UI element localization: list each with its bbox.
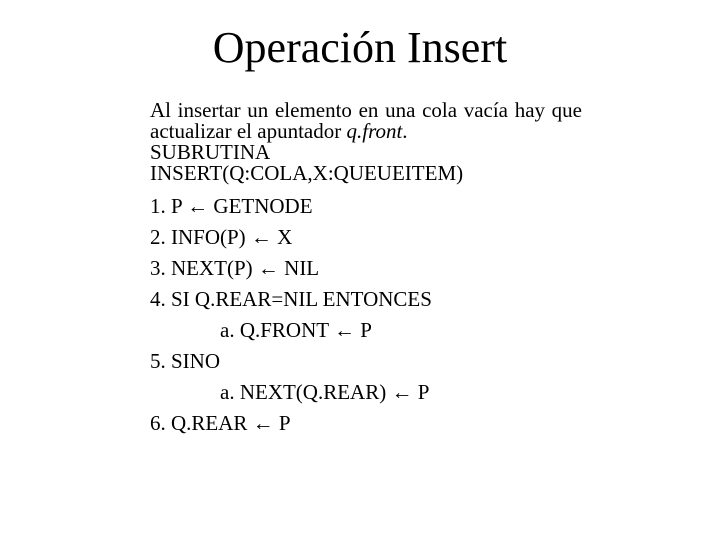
slide-body xyxy=(150,100,582,439)
step-6: 6. Q.REAR ← P xyxy=(150,411,291,435)
subroutine-label: SUBRUTINA xyxy=(150,140,271,164)
intro-paragraph xyxy=(150,100,582,142)
step-1: 1. P ← GETNODE xyxy=(150,194,313,218)
step-2: 2. INFO(P) ← X xyxy=(150,225,293,249)
intro-line-2-suffix: . xyxy=(402,119,408,143)
step-3: 3. NEXT(P) ← NIL xyxy=(150,256,320,280)
step-5: 5. SINO xyxy=(150,349,221,373)
subroutine-signature: INSERT(Q:COLA,X:QUEUEITEM) xyxy=(150,161,464,185)
intro-line-1: Al insertar un elemento en una cola vacía xyxy=(150,98,509,122)
step-4: 4. SI Q.REAR=NIL ENTONCES xyxy=(150,287,432,311)
step-list xyxy=(150,191,582,439)
step-4a: a. Q.FRONT ← P xyxy=(220,318,372,342)
intro-line-2-prefix: hay que actualizar el apuntador xyxy=(150,98,582,143)
intro-line-2-emphasis: q.front xyxy=(346,119,403,143)
slide-title: Operación Insert xyxy=(212,23,508,72)
step-5a: a. NEXT(Q.REAR) ← P xyxy=(220,380,430,404)
